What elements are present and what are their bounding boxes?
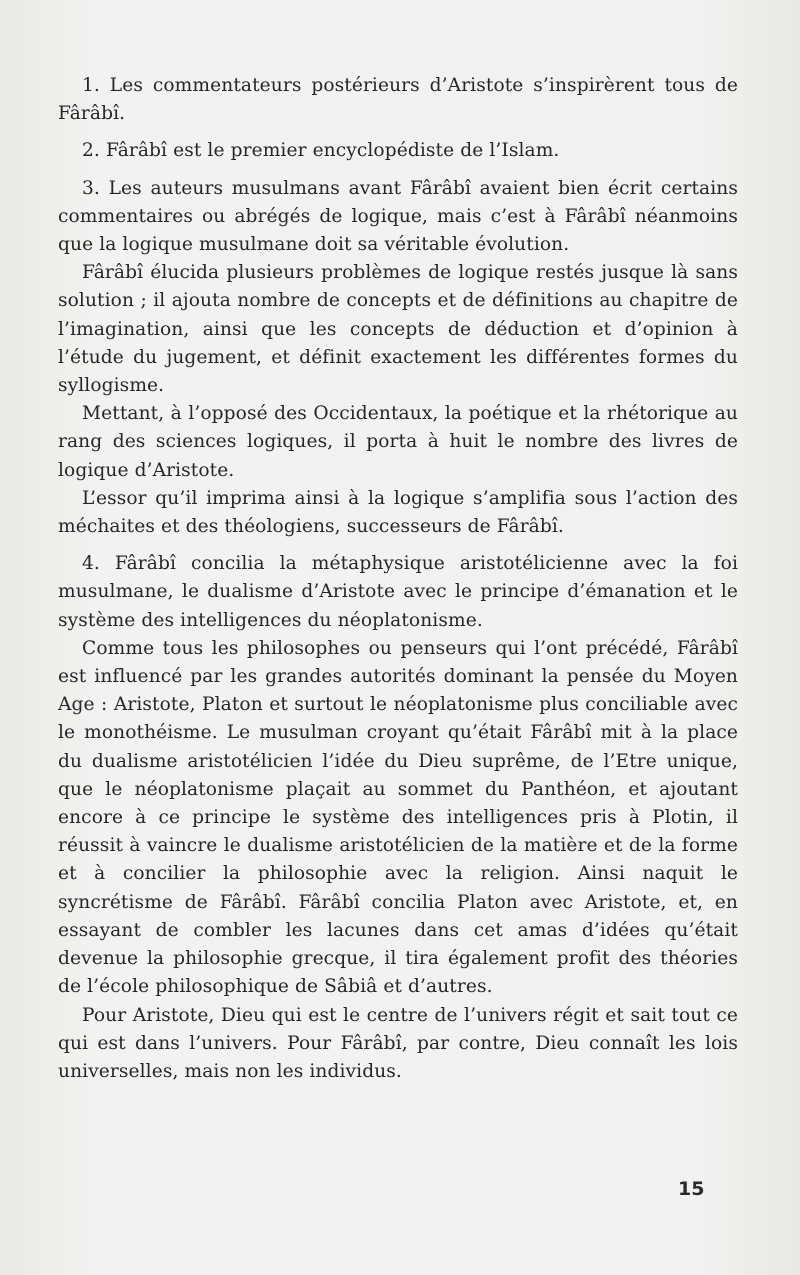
page-number: 15 (678, 1178, 705, 1200)
paragraph-poetics-rhetoric: Mettant, à l’opposé des Occidentaux, la poétique et la rhétorique au rang des sciences logiques, il porta à huit le nombre des livres de logique d’Aristote. (58, 403, 738, 481)
paragraph-syncretism: Comme tous les philosophes ou penseurs qui l’ont précédé, Fârâbî est influencé par les grandes autorités dominant la pensée du Moyen Age : Aristote, Platon et surtout le néoplatonisme plus conciliable avec le monothéisme. Le musulman croyant qu’était Fârâbî mit à la place du dualisme aristotélicien l’idée du Dieu suprême, de l’Etre unique, que le néoplatonisme plaçait au sommet du Panthéon, et ajoutant encore à ce principe le système des intelligences pris à Plotin, il réussit à vaincre le dualisme aristotélicien de la matière et de la forme et à concilier la philosophie avec la religion. Ainsi naquit le syncrétisme de Fârâbî. Fârâbî concilia Platon avec Aristote, et, en essayant de combler les lacunes dans cet amas d’idées qu’était devenue la philosophie grecque, il tira également profit des théories de l’école philosophique de Sâbiâ et d’autres. (58, 637, 738, 998)
paragraph-item-4: 4. Fârâbî concilia la métaphysique aristotélicienne avec la foi musulmane, le dualisme d’Aristote avec le principe d’émanation et le système des intelligences du néoplatonisme. (58, 553, 738, 631)
paragraph-item-3: 3. Les auteurs musulmans avant Fârâbî avaient bien écrit certains commentaires ou abrégés de logique, mais c’est à Fârâbî néanmoins que la logique musulmane doit sa véritable évolution. (58, 177, 738, 256)
paragraph-logic-problems: Fârâbî élucida plusieurs problèmes de logique restés jusque là sans solution ; il ajouta nombre de concepts et de définitions au chapitre de l’imagination, ainsi que les concepts de déduction et d’opinion à l’étude du jugement, et définit exactement les différentes formes du syllogisme. (58, 262, 738, 397)
paragraph-essor: L’essor qu’il imprima ainsi à la logique s’amplifia sous l’action des méchaites et des théologiens, successeurs de Fârâbî. (58, 487, 738, 538)
paragraph-aristotle-god: Pour Aristote, Dieu qui est le centre de l’univers régit et sait tout ce qui est dans l’univers. Pour Fârâbî, par contre, Dieu connaît les lois universelles, mais non les individus. (58, 1004, 738, 1082)
body-text (58, 72, 738, 1086)
paragraph-item-1: 1. Les commentateurs postérieurs d’Aristote s’inspirèrent tous de Fârâbî. (58, 75, 738, 125)
paragraph-item-2: 2. Fârâbî est le premier encyclopédiste de l’Islam. (82, 140, 560, 162)
